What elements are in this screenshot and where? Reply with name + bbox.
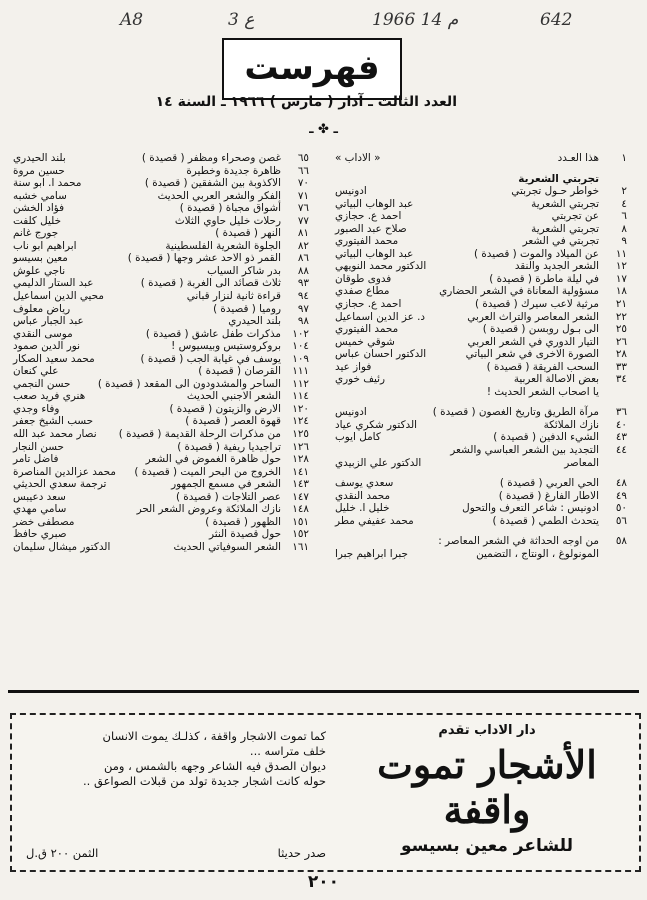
toc-page-number: ١: [621, 152, 627, 164]
toc-entry-title: الشعر المعاصر والتراث العربي: [467, 310, 599, 323]
toc-page-number: ٥٨: [615, 535, 627, 548]
spacer: [331, 469, 627, 477]
toc-page-number: ١٠٢: [292, 327, 309, 340]
toc-entry-author: محمد سعيد الصكار: [13, 352, 95, 365]
toc-entry: [9, 503, 309, 516]
page-number: ٢٠٠: [307, 872, 340, 892]
toc-entry-author: الدكتور ميشال سليمان: [13, 540, 111, 553]
toc-entry-title: بدر شاكر السياب: [207, 264, 281, 277]
toc-entry: [9, 441, 309, 454]
toc-page-number: ٤٩: [615, 489, 627, 502]
ad-price: الثمن ٢٠٠ ق.ل: [26, 846, 99, 860]
toc-entry-title: من مذكرات الرحلة القديمة ( قصيدة ): [118, 428, 281, 441]
toc-entry-title: الشعر الجديد والنقد: [514, 260, 599, 273]
toc-page-number: ٣٤: [615, 373, 627, 386]
toc-page-number: ٧٠: [297, 177, 309, 190]
toc-entry: [9, 202, 309, 215]
ad-quote-line: حوله كانت اشجار جديدة تولد من قبلات الصواعق ..: [83, 774, 326, 788]
toc-page-number: ١٢: [615, 260, 627, 273]
toc-page-number: ١٢٦: [292, 440, 309, 453]
toc-entry-author: « الاداب »: [335, 152, 381, 164]
toc-page-number: ٧٧: [297, 214, 309, 227]
toc-entry-author: سامي خشبه: [13, 189, 67, 202]
toc-entry: [331, 457, 627, 470]
toc-entry-title: الساحر والمشدودون الى المقعد ( قصيدة ): [97, 377, 281, 390]
toc-entry-title: النهر ( قصيدة ): [215, 227, 281, 240]
ad-book-title: الأشجار تموت واقفة: [377, 742, 597, 832]
toc-entry-author: وفاء وجدي: [13, 402, 60, 415]
toc-entry-title: السحب الفريقة ( قصيدة ): [486, 360, 599, 373]
toc-entry-author: ادونيس: [335, 185, 367, 198]
toc-entry-title: الارض والزيتون ( قصيدة ): [169, 402, 281, 415]
toc-entry: [331, 535, 627, 548]
toc-entry-title: نازك الملائكة: [543, 418, 599, 431]
toc-page-number: ٨٦: [297, 252, 309, 265]
toc-entry-title: أشواق مجباة ( قصيدة ): [179, 202, 281, 215]
toc-entry: [9, 252, 309, 265]
toc-page-number: ٨٢: [297, 239, 309, 252]
toc-page-number: ١٤٨: [292, 503, 309, 516]
toc-entry: [331, 361, 627, 374]
toc-entry-author: محمد النقدي: [335, 489, 391, 502]
toc-entry-author: جورج غانم: [13, 227, 59, 240]
toc-entry: [331, 490, 627, 503]
toc-entry-author: احمد ع. حجازي: [335, 210, 402, 223]
ad-quote-line: ديوان الصدق فيه الشاعر وجهه بالشمس ، ومن: [103, 759, 326, 773]
toc-entry-author: الدكتور شكري عياد: [335, 418, 418, 431]
toc-page-number: ١٠٩: [292, 352, 309, 365]
toc-entry: [331, 173, 627, 186]
toc-entry-author: الدكتور محمد النويهي: [335, 260, 427, 273]
toc-entry: [9, 277, 309, 290]
toc-entry-author: عبد الوهاب البياتي: [335, 197, 414, 210]
toc-entry-title: الخروج من البحر الميت ( قصيدة ): [134, 465, 281, 478]
toc-page-number: ٢٥: [615, 323, 627, 336]
toc-entry-author: فدوى طوقان: [335, 272, 392, 285]
toc-entry: [331, 223, 627, 236]
toc-entry-title: الشعر الاجنبي الحديث: [186, 390, 281, 403]
toc-entry: [331, 185, 627, 198]
toc-entry-title: روميا ( قصيدة ): [213, 302, 281, 315]
toc-entry-author: خليل كلفت: [13, 214, 62, 227]
toc-entry-author: محمد ا. ابو سنة: [13, 177, 82, 190]
toc-page-number: ١١٢: [292, 377, 309, 390]
handwritten-note-volume: 3 ع: [228, 10, 255, 30]
toc-entry: [9, 177, 309, 190]
spacer: [331, 527, 627, 535]
toc-entry: [331, 210, 627, 223]
toc-entry-author: د. عز الدين اسماعيل: [335, 310, 426, 323]
toc-page-number: ١٧: [615, 272, 627, 285]
toc-entry: [9, 466, 309, 479]
toc-entry-author: احمد ع. حجازي: [335, 298, 402, 311]
toc-entry: [9, 353, 309, 366]
toc-entry-title: المونولوغ ، الونتاج ، التضمين: [476, 547, 599, 560]
toc-entry-author: جبرا ابراهيم جبرا: [335, 547, 408, 560]
toc-page-number: ١٢٠: [292, 402, 309, 415]
toc-entry: [9, 453, 309, 466]
toc-entry-title: الشعر في مسمع الجمهور: [171, 478, 281, 491]
page-title: فهرست: [222, 38, 402, 100]
toc-entry-title: حول ظاهرة الغموض في الشعر: [145, 453, 281, 466]
toc-entry-title: الظهور ( قصيدة ): [205, 515, 281, 528]
toc-page-number: ١٨: [615, 285, 627, 298]
toc-entry-author: صبري حافظ: [13, 528, 67, 541]
toc-entry: [9, 290, 309, 303]
toc-entry-title: تراجيديا ريفية ( قصيدة ): [177, 440, 281, 453]
toc-entry: [331, 273, 627, 286]
toc-entry: [331, 235, 627, 248]
handwritten-note-date: 1966 م 14: [372, 10, 459, 30]
toc-entry: [9, 541, 309, 554]
toc-entry-title: الحي العربي ( قصيدة ): [499, 477, 599, 490]
toc-entry-title: التجديد بين الشعر العباسي والشعر: [450, 444, 599, 457]
toc-entry-title: مسؤولية المعاناة في الشعر الحضاري: [439, 285, 599, 298]
toc-page-number: ٢١: [615, 298, 627, 311]
toc-page-number: ١١٤: [292, 390, 309, 403]
handwritten-note-code: 642: [540, 10, 573, 30]
toc-entry-title: يتحدث الطمي ( قصيدة ): [492, 514, 599, 527]
toc-entry-author: مطاع صفدي: [335, 285, 390, 298]
contents-column-right: [331, 152, 627, 560]
toc-entry-author: نصار محمد عبد الله: [13, 428, 97, 441]
toc-page-number: ٤٣: [615, 431, 627, 444]
spacer: [331, 165, 627, 173]
toc-page-number: ١١: [615, 247, 627, 260]
toc-entry: [331, 323, 627, 336]
toc-entry: [9, 340, 309, 353]
handwritten-note-left: A8: [120, 10, 144, 30]
toc-entry-title: ثلاث قصائد الى الغربة ( قصيدة ): [140, 277, 281, 290]
toc-entry-author: موسى النقدي: [13, 327, 73, 340]
toc-entry-title: تجربتي الشعرية: [531, 222, 599, 235]
toc-entry-author: عبد الجبار عباس: [13, 315, 84, 328]
toc-entry: [331, 431, 627, 444]
toc-entry: [9, 315, 309, 328]
toc-entry: [331, 260, 627, 273]
toc-page-number: ٤٨: [615, 477, 627, 490]
toc-page-number: ٢٦: [615, 335, 627, 348]
toc-entry: [331, 502, 627, 515]
toc-entry-title: بلند الحيدري: [228, 315, 281, 328]
toc-entry: [9, 516, 309, 529]
toc-entry-title: عن تجربتي: [551, 210, 599, 223]
toc-entry-author: فاضل تامر: [13, 453, 59, 466]
toc-entry-author: فؤاد الخشن: [13, 202, 65, 215]
toc-entry: [331, 477, 627, 490]
toc-entry-author: الدكتور علي الزبيدي: [335, 456, 422, 469]
toc-entry: [331, 515, 627, 528]
toc-entry: [331, 311, 627, 324]
toc-entry-title: يا اصحاب الشعر الحديث !: [486, 385, 599, 398]
toc-page-number: ١٥٢: [292, 528, 309, 541]
toc-entry: [9, 328, 309, 341]
toc-entry-title: نازك الملائكة وعروض الشعر الحر: [136, 503, 281, 516]
toc-entry-author: علي كنعان: [13, 365, 59, 378]
book-advertisement: [10, 713, 641, 872]
toc-entry-author: شوقي خميس: [335, 335, 395, 348]
toc-page-number: ٤٠: [615, 418, 627, 431]
toc-page-number: ٣٦: [615, 406, 627, 419]
toc-entry-title: التيار الدوري في الشعر العربي: [467, 335, 599, 348]
toc-entry: [9, 215, 309, 228]
toc-entry-author: محمد الفيتوري: [335, 235, 399, 248]
toc-entry: [331, 406, 627, 419]
toc-entry-title: الى بـول روبسن ( قصيدة ): [482, 323, 599, 336]
toc-entry-author: الدكتور احسان عباس: [335, 348, 427, 361]
toc-entry: [9, 165, 309, 178]
toc-page-number: ١٢٤: [292, 415, 309, 428]
toc-entry-title: الاطار الفارغ ( قصيدة ): [498, 489, 599, 502]
toc-entry-title: تجربتي الشعرية: [518, 172, 599, 185]
toc-entry-title: في ليلة ماطرة ( قصيدة ): [489, 272, 599, 285]
toc-page-number: ٦: [621, 210, 627, 223]
toc-entry-author: حسن النجار: [13, 440, 64, 453]
toc-entry-title: رحلات خليل حاوي الثلاث: [174, 214, 281, 227]
toc-entry-author: محمد عفيفي مطر: [335, 514, 414, 527]
toc-entry-title: تجربتي الشعرية: [531, 197, 599, 210]
toc-entry: [331, 348, 627, 361]
toc-page-number: ١٤٧: [292, 490, 309, 503]
contents-column-left: [9, 152, 309, 554]
divider: [8, 690, 639, 693]
toc-entry: [331, 336, 627, 349]
toc-page-number: ١١١: [292, 365, 309, 378]
toc-entry: [9, 390, 309, 403]
toc-entry-author: حسين مروة: [13, 164, 65, 177]
toc-entry-author: مصطفى خضر: [13, 515, 75, 528]
toc-entry-author: نور الدين صمود: [13, 340, 81, 353]
toc-entry-author: محمد الفيتوري: [335, 323, 399, 336]
toc-entry: [9, 491, 309, 504]
toc-entry-author: ابراهيم ابو ناب: [13, 239, 77, 252]
toc-page-number: ١٥١: [292, 515, 309, 528]
toc-page-number: ٩٤: [297, 290, 309, 303]
toc-page-number: ٢٨: [615, 348, 627, 361]
toc-entry: [331, 419, 627, 432]
toc-page-number: ٦٥: [297, 152, 309, 164]
toc-entry-title: الشعر السوفياتي الحديث: [173, 540, 281, 553]
toc-entry-title: حول قصيدة النثر: [208, 528, 281, 541]
toc-entry-title: القرصان ( قصيدة ): [198, 365, 281, 378]
toc-page-number: ١٦١: [292, 540, 309, 553]
toc-entry-author: حسب الشيخ جعفر: [13, 415, 94, 428]
toc-entry-title: تجربتي في الشعر: [522, 235, 599, 248]
toc-entry-author: صلاح عبد الصبور: [335, 222, 407, 235]
toc-entry: [9, 428, 309, 441]
toc-entry-title: مذكرات طفل عاشق ( قصيدة ): [145, 327, 281, 340]
ad-released: صدر حديثا: [277, 846, 326, 860]
toc-entry-title: بعض الاصالة العربية: [513, 373, 599, 386]
toc-entry-title: بروكروستيس وبيسيوس !: [171, 340, 281, 353]
toc-entry: [331, 548, 627, 561]
toc-entry-author: خليل ا. خليل: [335, 502, 390, 515]
toc-entry-title: الشيء الدفين ( قصيدة ): [493, 431, 599, 444]
toc-entry-author: محمد عزالدين المناصرة: [13, 465, 116, 478]
toc-entry: [9, 365, 309, 378]
toc-entry: [9, 378, 309, 391]
toc-entry-author: رياض معلوف: [13, 302, 71, 315]
ad-publisher: دار الاداب تقدم: [438, 723, 536, 738]
ad-quote-line: كما تموت الاشجار واقفة ، كذلـك يموت الانسان: [102, 729, 326, 743]
toc-entry-title: قراءة ثانية لنزار قباني: [186, 290, 281, 303]
toc-entry-title: خواطر حـول تجربتي: [511, 185, 599, 198]
toc-entry: [9, 240, 309, 253]
toc-entry-author: فواز عيد: [335, 360, 372, 373]
toc-page-number: ١٢٨: [292, 453, 309, 466]
toc-entry-author: سعد دعيبس: [13, 490, 66, 503]
toc-entry-author: رئيف خوري: [335, 373, 386, 386]
toc-entry: [331, 298, 627, 311]
toc-entry: [331, 248, 627, 261]
toc-entry-author: ترجمة سعدي الحديثي: [13, 478, 107, 491]
toc-entry: [9, 190, 309, 203]
toc-page-number: ٧٦: [297, 202, 309, 215]
toc-entry-author: بلند الحيدري: [13, 152, 66, 164]
toc-entry-title: ادونيس : شاعر التعرف والتحول: [462, 502, 599, 515]
toc-entry: [9, 403, 309, 416]
toc-page-number: ٩٨: [297, 315, 309, 328]
toc-page-number: ٣٣: [615, 360, 627, 373]
toc-page-number: ٤٤: [615, 444, 627, 457]
toc-page-number: ٥٦: [615, 514, 627, 527]
toc-page-number: ٤: [621, 197, 627, 210]
toc-entry: [331, 444, 627, 457]
toc-entry-author: ادونيس: [335, 406, 367, 419]
toc-page-number: ٢٢: [615, 310, 627, 323]
toc-entry: [9, 303, 309, 316]
toc-entry-title: من اوجه الحداثة في الشعر المعاصر :: [438, 535, 599, 548]
toc-entry: [331, 152, 627, 165]
toc-page-number: ١٢٥: [292, 428, 309, 441]
toc-entry: [331, 386, 627, 399]
toc-entry-title: يوسف في غيابة الجب ( قصيدة ): [140, 352, 281, 365]
toc-entry: [9, 265, 309, 278]
toc-entry-author: محيي الدين اسماعيل: [13, 290, 104, 303]
toc-entry: [9, 227, 309, 240]
ad-quote: [26, 729, 326, 789]
toc-entry-title: ظاهرة جديدة وخطيرة: [186, 164, 281, 177]
toc-entry: [9, 478, 309, 491]
toc-entry-title: الاكذوبة بين الشفقين ( قصيدة ): [144, 177, 281, 190]
toc-page-number: ١٤١: [292, 465, 309, 478]
toc-page-number: ١٤٣: [292, 478, 309, 491]
toc-entry: [9, 415, 309, 428]
ad-footer: [26, 846, 326, 860]
toc-page-number: ٨: [621, 222, 627, 235]
toc-entry: [331, 198, 627, 211]
toc-entry-author: معين بسيسو: [13, 252, 68, 265]
toc-page-number: ٨١: [297, 227, 309, 240]
ad-title-block: [347, 723, 627, 856]
toc-entry-title: عن الميلاد والموت ( قصيدة ): [474, 247, 599, 260]
ornament-divider: ـ ✤ ـ: [309, 122, 338, 137]
toc-entry-title: الصورة الاخرى في شعر البياتي: [465, 348, 599, 361]
ad-poet: للشاعر معين بسيسو: [401, 836, 573, 856]
toc-page-number: ٦٦: [297, 164, 309, 177]
toc-page-number: ٧١: [297, 189, 309, 202]
toc-page-number: ٥٠: [615, 502, 627, 515]
toc-entry-title: مرآة الطريق وتاريخ الغصون ( قصيدة ): [432, 406, 599, 419]
toc-entry-author: سامي مهدي: [13, 503, 67, 516]
toc-page-number: ١٠٤: [292, 340, 309, 353]
toc-entry: [9, 152, 309, 165]
toc-entry-author: حسن النجمي: [13, 377, 71, 390]
toc-page-number: ٩: [621, 235, 627, 248]
toc-entry: [9, 528, 309, 541]
toc-entry-title: قهوة العصر ( قصيدة ): [185, 415, 281, 428]
issue-line: العدد الثالث ـ آذار ( مارس ) ١٩٦٦ ـ السنة ١٤: [155, 94, 457, 110]
toc-page-number: ٩٣: [297, 277, 309, 290]
toc-entry-author: ناجي علوش: [13, 264, 66, 277]
toc-entry-author: عبد الستار الدليمي: [13, 277, 94, 290]
toc-entry-author: كامل ايوب: [335, 431, 381, 444]
toc-entry: [331, 285, 627, 298]
toc-entry: [331, 373, 627, 386]
toc-page-number: ٩٧: [297, 302, 309, 315]
ad-quote-line: خلف متراسه ...: [249, 744, 326, 758]
toc-entry-title: القمر ذو الاحد عشر وجها ( قصيدة ): [127, 252, 281, 265]
toc-entry-title: المعاصر: [564, 456, 599, 469]
toc-page-number: ٢: [621, 185, 627, 198]
toc-entry-title: غصن وصحراء ومظفر ( قصيدة ): [141, 152, 281, 164]
toc-entry-author: عبد الوهاب البياتي: [335, 247, 414, 260]
toc-entry-title: هذا العـدد: [557, 152, 599, 164]
toc-entry-title: عصر التلاجات ( قصيدة ): [175, 490, 281, 503]
toc-entry-title: الفكر والشعر العربي الحديث: [157, 189, 281, 202]
toc-entry-author: سعدي يوسف: [335, 477, 394, 490]
toc-entry-title: مرثية لاعب سيرك ( قصيدة ): [475, 298, 599, 311]
toc-entry-title: الجلوة الشعرية الفلسطينية: [165, 239, 281, 252]
toc-page-number: ٨٨: [297, 264, 309, 277]
toc-entry-author: هنري فريد صعب: [13, 390, 86, 403]
